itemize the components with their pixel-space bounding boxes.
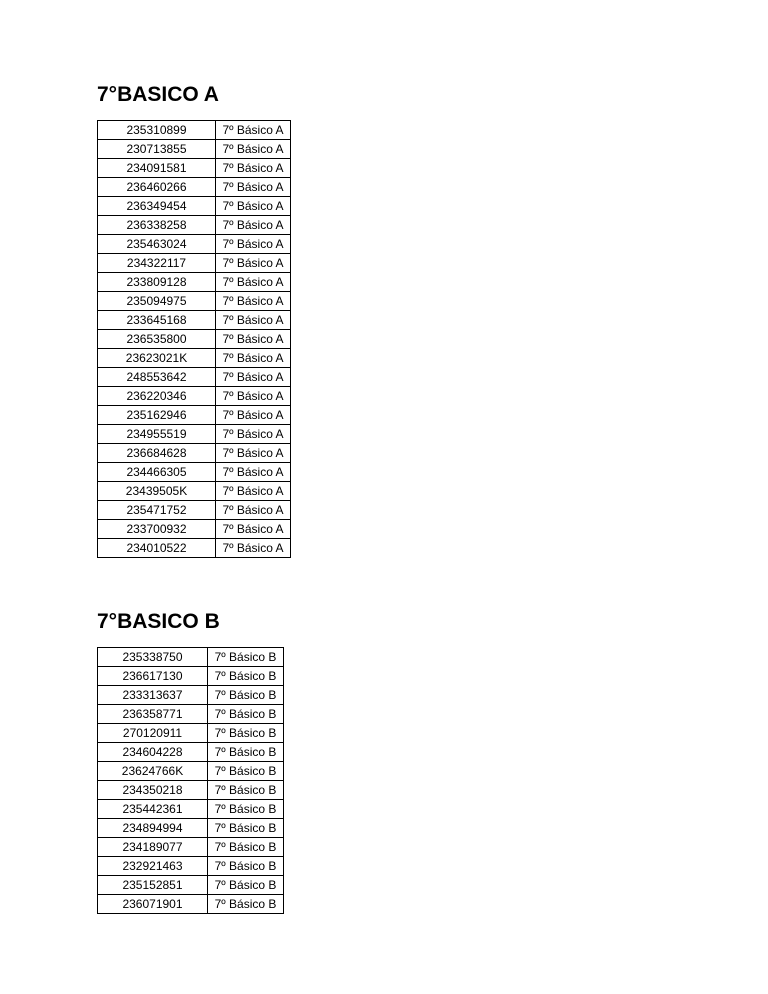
table-row — [98, 482, 291, 501]
course-cell: 7º Básico A — [216, 349, 291, 368]
student-id-cell: 233313637 — [98, 686, 208, 705]
course-cell: 7º Básico A — [216, 539, 291, 558]
table-row — [98, 121, 291, 140]
table-row — [98, 838, 284, 857]
student-id-cell: 233700932 — [98, 520, 216, 539]
course-cell: 7º Básico B — [208, 724, 284, 743]
course-cell: 7º Básico B — [208, 876, 284, 895]
student-id-cell: 235338750 — [98, 648, 208, 667]
table-row — [98, 406, 291, 425]
course-cell: 7º Básico B — [208, 686, 284, 705]
student-id-cell: 236338258 — [98, 216, 216, 235]
student-id-cell: 233809128 — [98, 273, 216, 292]
course-cell: 7º Básico A — [216, 197, 291, 216]
student-id-cell: 23624766K — [98, 762, 208, 781]
course-cell: 7º Básico A — [216, 178, 291, 197]
table-row — [98, 140, 291, 159]
student-id-cell: 235152851 — [98, 876, 208, 895]
section-7-basico-b — [97, 609, 284, 914]
student-id-cell: 236617130 — [98, 667, 208, 686]
student-id-cell: 236220346 — [98, 387, 216, 406]
table-row — [98, 463, 291, 482]
course-cell: 7º Básico A — [216, 159, 291, 178]
course-cell: 7º Básico A — [216, 387, 291, 406]
table-row — [98, 724, 284, 743]
table-row — [98, 216, 291, 235]
section-title: 7°BASICO A — [97, 83, 219, 106]
course-cell: 7º Básico A — [216, 330, 291, 349]
table-row — [98, 444, 291, 463]
table-row — [98, 520, 291, 539]
table-body — [98, 121, 291, 558]
student-id-cell: 235162946 — [98, 406, 216, 425]
table-row — [98, 311, 291, 330]
student-id-cell: 235442361 — [98, 800, 208, 819]
table-body — [98, 648, 284, 914]
section-title: 7°BASICO B — [97, 610, 220, 633]
course-cell: 7º Básico B — [208, 819, 284, 838]
course-cell: 7º Básico A — [216, 520, 291, 539]
table-row — [98, 254, 291, 273]
student-id-cell: 234189077 — [98, 838, 208, 857]
student-id-cell: 236071901 — [98, 895, 208, 914]
course-cell: 7º Básico A — [216, 216, 291, 235]
course-cell: 7º Básico A — [216, 311, 291, 330]
student-id-cell: 234894994 — [98, 819, 208, 838]
table-row — [98, 292, 291, 311]
course-cell: 7º Básico B — [208, 667, 284, 686]
student-id-cell: 236358771 — [98, 705, 208, 724]
student-id-cell: 234955519 — [98, 425, 216, 444]
table-row — [98, 387, 291, 406]
table-row — [98, 501, 291, 520]
student-id-cell: 235310899 — [98, 121, 216, 140]
table-row — [98, 705, 284, 724]
student-id-cell: 234350218 — [98, 781, 208, 800]
table-row — [98, 425, 291, 444]
student-id-cell: 248553642 — [98, 368, 216, 387]
table-row — [98, 648, 284, 667]
course-cell: 7º Básico B — [208, 857, 284, 876]
course-cell: 7º Básico B — [208, 705, 284, 724]
table-row — [98, 330, 291, 349]
table-row — [98, 235, 291, 254]
student-id-cell: 234091581 — [98, 159, 216, 178]
course-cell: 7º Básico A — [216, 235, 291, 254]
student-id-cell: 23439505K — [98, 482, 216, 501]
table-row — [98, 743, 284, 762]
course-cell: 7º Básico B — [208, 648, 284, 667]
student-id-cell: 234010522 — [98, 539, 216, 558]
course-cell: 7º Básico B — [208, 838, 284, 857]
table-row — [98, 349, 291, 368]
table-row — [98, 273, 291, 292]
student-id-cell: 230713855 — [98, 140, 216, 159]
student-id-cell: 234322117 — [98, 254, 216, 273]
course-cell: 7º Básico A — [216, 444, 291, 463]
course-cell: 7º Básico A — [216, 406, 291, 425]
course-cell: 7º Básico A — [216, 121, 291, 140]
course-cell: 7º Básico A — [216, 140, 291, 159]
course-cell: 7º Básico B — [208, 781, 284, 800]
table-row — [98, 178, 291, 197]
table-row — [98, 368, 291, 387]
student-id-cell: 234604228 — [98, 743, 208, 762]
student-id-cell: 270120911 — [98, 724, 208, 743]
course-cell: 7º Básico A — [216, 482, 291, 501]
course-cell: 7º Básico A — [216, 292, 291, 311]
student-id-cell: 232921463 — [98, 857, 208, 876]
table-row — [98, 857, 284, 876]
course-cell: 7º Básico A — [216, 273, 291, 292]
student-id-cell: 235094975 — [98, 292, 216, 311]
course-cell: 7º Básico B — [208, 762, 284, 781]
student-id-cell: 236535800 — [98, 330, 216, 349]
table-row — [98, 762, 284, 781]
table-row — [98, 539, 291, 558]
table-row — [98, 819, 284, 838]
table-row — [98, 895, 284, 914]
student-id-cell: 23623021K — [98, 349, 216, 368]
course-cell: 7º Básico B — [208, 800, 284, 819]
student-table — [97, 647, 284, 914]
student-id-cell: 236349454 — [98, 197, 216, 216]
section-7-basico-a — [97, 82, 291, 558]
course-cell: 7º Básico A — [216, 501, 291, 520]
student-table — [97, 120, 291, 558]
student-id-cell: 236684628 — [98, 444, 216, 463]
table-row — [98, 667, 284, 686]
table-row — [98, 197, 291, 216]
course-cell: 7º Básico B — [208, 895, 284, 914]
student-id-cell: 233645168 — [98, 311, 216, 330]
student-id-cell: 234466305 — [98, 463, 216, 482]
student-id-cell: 236460266 — [98, 178, 216, 197]
course-cell: 7º Básico A — [216, 463, 291, 482]
course-cell: 7º Básico A — [216, 254, 291, 273]
table-row — [98, 800, 284, 819]
student-id-cell: 235463024 — [98, 235, 216, 254]
course-cell: 7º Básico A — [216, 425, 291, 444]
student-id-cell: 235471752 — [98, 501, 216, 520]
table-row — [98, 781, 284, 800]
table-row — [98, 686, 284, 705]
course-cell: 7º Básico B — [208, 743, 284, 762]
table-row — [98, 876, 284, 895]
table-row — [98, 159, 291, 178]
course-cell: 7º Básico A — [216, 368, 291, 387]
